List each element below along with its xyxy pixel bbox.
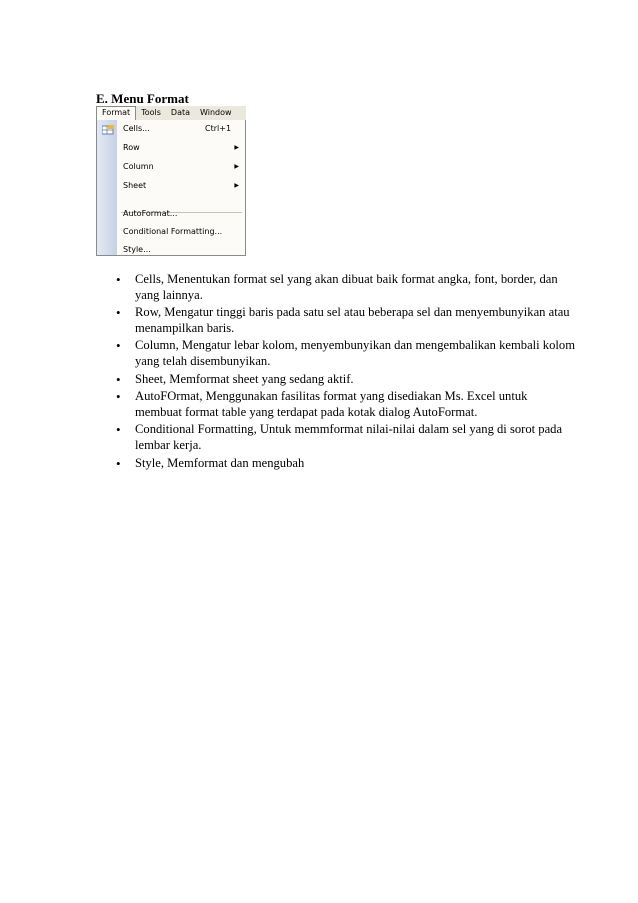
bullet-icon: • — [116, 389, 121, 405]
menu-item-style[interactable] — [123, 242, 239, 258]
menubar-window[interactable]: Window — [200, 108, 232, 117]
menu-item-shortcut: Ctrl+1 — [205, 124, 232, 133]
bullet-icon: • — [116, 371, 121, 387]
list-item — [0, 305, 575, 336]
submenu-arrow-icon: ▶ — [234, 163, 239, 170]
bullet-icon: • — [116, 305, 121, 321]
menu-item-label: Row — [123, 143, 140, 152]
bullet-icon: • — [116, 422, 121, 438]
format-dropdown — [96, 120, 246, 256]
menu-item-sheet[interactable] — [123, 178, 239, 194]
list-item-text: Column, Mengatur lebar kolom, menyembunyikan dan mengembalikan kembali kolom yang telah disembunyikan. — [135, 338, 575, 369]
menu-item-column[interactable] — [123, 159, 239, 175]
description-list — [0, 272, 638, 473]
menubar-data[interactable]: Data — [170, 108, 191, 117]
list-item — [0, 422, 575, 453]
format-menu-screenshot — [96, 106, 246, 256]
list-item — [0, 456, 575, 472]
submenu-arrow-icon: ▶ — [234, 144, 239, 151]
menu-item-label: AutoFormat... — [123, 209, 178, 218]
list-item-text: Style, Memformat dan mengubah — [135, 455, 305, 470]
list-item — [0, 272, 575, 303]
submenu-arrow-icon: ▶ — [234, 182, 239, 189]
section-heading: E. Menu Format — [96, 91, 189, 106]
menu-item-conditional-formatting[interactable] — [123, 224, 239, 240]
menubar — [96, 106, 246, 121]
list-item — [0, 372, 575, 388]
list-item-text: Row, Mengatur tinggi baris pada satu sel atau beberapa sel dan menyembunyikan atau menampilkan baris. — [135, 305, 570, 335]
bullet-icon: • — [116, 338, 121, 354]
list-item-text: Conditional Formatting, Untuk memmformat nilai-nilai dalam sel yang di sorot pada lembar kerja. — [135, 422, 563, 453]
menu-item-label: Cells... — [123, 124, 150, 133]
menu-item-autoformat[interactable] — [123, 206, 239, 222]
format-cells-icon — [102, 125, 114, 135]
list-item-text: Sheet, Memformat sheet yang sedang aktif. — [135, 371, 354, 386]
bullet-icon: • — [116, 455, 121, 471]
menubar-format[interactable]: Format — [96, 106, 136, 120]
list-item — [0, 389, 575, 420]
list-item — [0, 338, 575, 369]
menu-item-label: Column — [123, 162, 154, 171]
menu-item-cells[interactable] — [123, 121, 239, 137]
menubar-tools[interactable]: Tools — [141, 108, 161, 117]
menu-item-label: Conditional Formatting... — [123, 227, 223, 236]
list-item-text: AutoFOrmat, Menggunakan fasilitas format yang disediakan Ms. Excel untuk membuat format table yang terdapat pada kotak dialog AutoFormat. — [135, 389, 528, 419]
list-item-text: Cells, Menentukan format sel yang akan dibuat baik format angka, font, border, dan yang lainnya. — [135, 272, 558, 302]
menu-icon-gutter — [97, 120, 117, 255]
menu-item-label: Sheet — [123, 181, 147, 190]
menu-item-row[interactable] — [123, 140, 239, 156]
bullet-icon: • — [116, 272, 121, 287]
menu-item-label: Style... — [123, 245, 151, 254]
